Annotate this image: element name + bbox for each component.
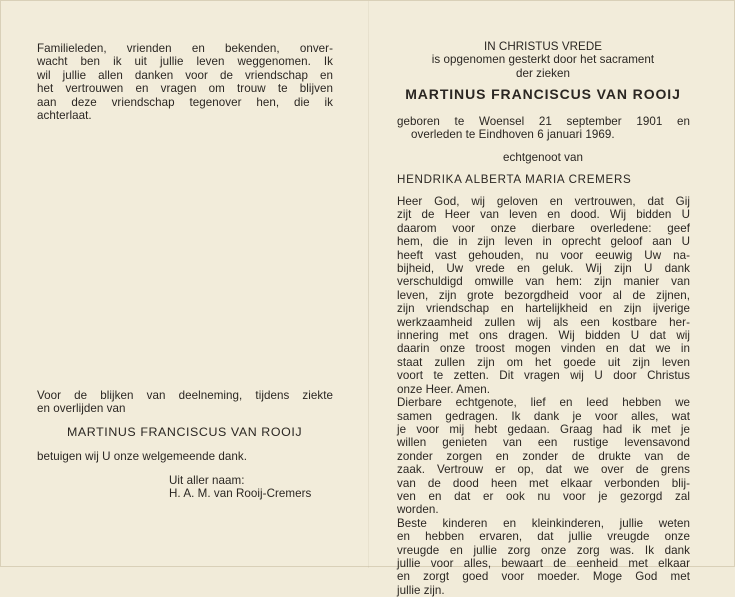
prayer-line: voort te zetten. Dit vragen wij U door Christus — [397, 369, 690, 383]
heading-line: IN CHRISTUS VREDE — [483, 40, 603, 53]
prayer-line: zijt de Heer van leven en dood. Wij bidden U — [397, 208, 690, 222]
left-signature — [169, 474, 311, 501]
prayer-line: jullie zijn. — [397, 583, 445, 597]
left-sympathy-line: en overlijden van — [37, 402, 126, 416]
prayer-line: hem, die in zijn leven in oprecht geloof aan U — [397, 235, 690, 249]
left-intro-text — [37, 42, 333, 122]
prayer-line: Dierbare echtgenote, lief en leed hebben we — [397, 396, 690, 410]
prayer-line: je voor mij hebt gedaan. Graag had ik met je — [397, 422, 690, 436]
left-intro-line: Familieleden, vrienden en bekenden, onver- — [37, 42, 333, 55]
spouse-label: echtgenoot van — [503, 151, 583, 164]
left-thanks-text: betuigen wij U onze welgemeende dank. — [37, 450, 248, 463]
left-intro-line: aan deze vriendschap tegenover hen, die ik — [37, 95, 333, 109]
memorial-heading — [396, 40, 690, 80]
left-intro-line: wil jullie allen danken voor de vriendschap en — [37, 68, 333, 82]
prayer-line: jullie voor alles, bewaart de eenheid met elkaar — [397, 556, 690, 570]
left-intro-line: achterlaat. — [37, 109, 92, 123]
prayer-line: vreugde en jullie zorg onze zorg was. Ik dank — [397, 543, 690, 557]
birth-death-text — [397, 115, 690, 142]
prayer-line: onze Heer. Amen. — [397, 382, 490, 396]
prayer-line: heeft vast gehouden, nu voor eeuwig Uw na- — [397, 248, 690, 262]
signature-line-2: H. A. M. van Rooij-Cremers — [169, 487, 312, 501]
birth-line: geboren te Woensel 21 september 1901 en — [397, 115, 690, 128]
left-intro-line: het vertrouwen en vragen om trouw te blijven — [37, 82, 333, 96]
prayer-line: van de dood heen met elkaar verbonden blij- — [397, 476, 690, 490]
prayer-line: zaak. Vertrouw er op, dat we over de grens — [397, 463, 690, 477]
death-line: overleden te Eindhoven 6 januari 1969. — [411, 128, 615, 142]
prayer-line: willen genieten van een rustige levensavond — [397, 436, 690, 450]
prayer-line: zijn vriendschap en hartelijkheid en zijn ijverige — [397, 302, 690, 316]
left-deceased-name: MARTINUS FRANCISCUS VAN ROOIJ — [67, 425, 303, 439]
prayer-line: samen gedragen. Ik dank je voor alles, wat — [397, 409, 690, 423]
prayer-line: en hebben ervaren, dat jullie vreugde onze — [397, 530, 690, 544]
prayer-line: daarin onze troost mogen vinden en dat we in — [397, 342, 690, 356]
prayer-line: Heer God, wij geloven en vertrouwen, dat Gij — [397, 195, 690, 208]
prayer-line: bijheid, Uw vrede en geluk. Wij zijn U dank — [397, 262, 690, 276]
spouse-name: HENDRIKA ALBERTA MARIA CREMERS — [397, 173, 632, 186]
prayer-line: daarom voor onze dierbare overledene: geef — [397, 221, 690, 235]
heading-line: der zieken — [516, 66, 570, 80]
left-intro-line: wacht ben ik uit jullie leven weggenomen. Ik — [37, 55, 333, 69]
prayer-line: Beste kinderen en kleinkinderen, jullie weten — [397, 516, 690, 530]
card-fold — [368, 1, 369, 568]
prayer-line: verschuldigd omwille van hem: zijn manier van — [397, 275, 690, 289]
signature-line-1: Uit aller naam: — [169, 474, 245, 487]
prayer-text — [397, 195, 690, 597]
deceased-name-title: MARTINUS FRANCISCUS VAN ROOIJ — [405, 86, 681, 102]
prayer-line: werkzaamheid zullen wij als een kostbare her- — [397, 315, 690, 329]
prayer-line: leven, zijn grote bezorgdheid voor al de zijnen, — [397, 288, 690, 302]
prayer-line: en zorgt goed voor moeder. Moge God met — [397, 570, 690, 584]
prayer-line: innering met ons dragen. Wij bidden U dat wij — [397, 329, 690, 343]
heading-line: is opgenomen gesterkt door het sacrament — [431, 53, 655, 67]
left-sympathy-line: Voor de blijken van deelneming, tijdens ziekte — [37, 389, 333, 402]
prayer-line: zonder zorgen en zonder de drukte van de — [397, 449, 690, 463]
prayer-line: worden. — [397, 503, 439, 517]
left-sympathy-text — [37, 389, 333, 416]
prayer-line: staat zullen zijn om het goede uit zijn leven — [397, 355, 690, 369]
prayer-line: ven en dat er ook nu voor je gezorgd zal — [397, 489, 690, 503]
